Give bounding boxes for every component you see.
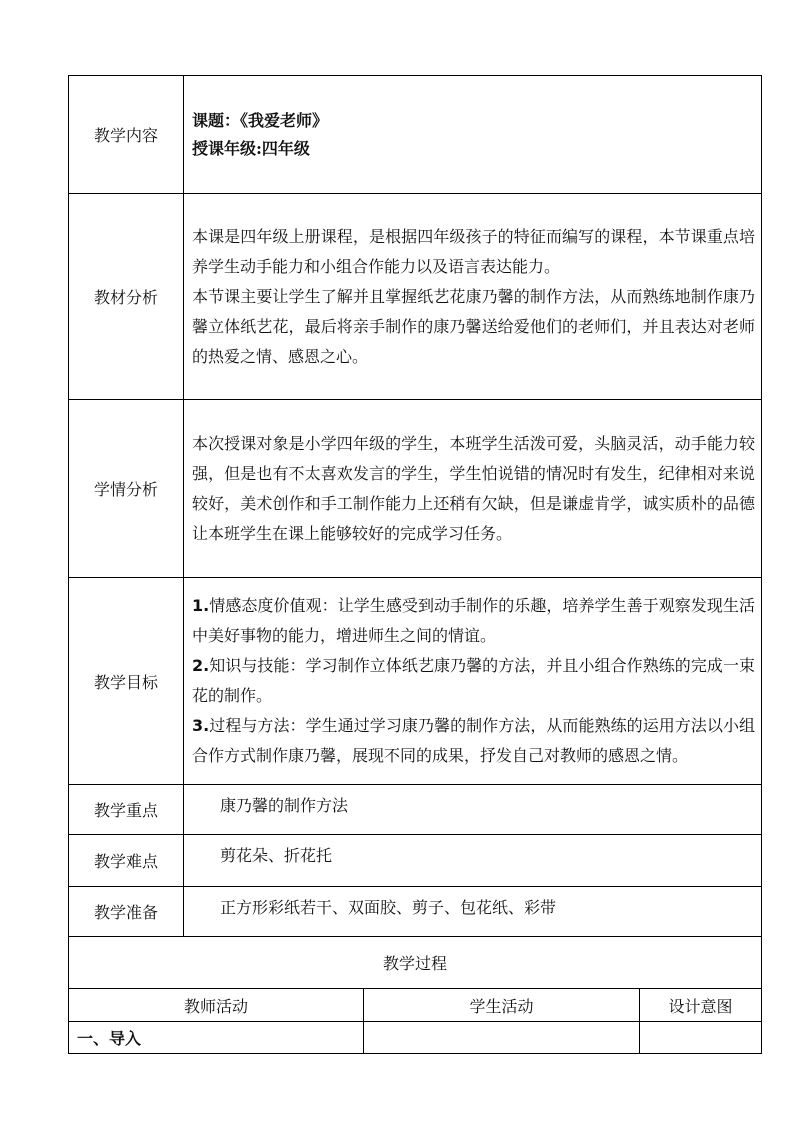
goal-text: 知识与技能：学习制作立体纸艺康乃馨的方法，并且小组合作熟练的完成一束花的制作。 [192,656,756,705]
goal-text: 过程与方法：学生通过学习康乃馨的制作方法，从而能熟练的运用方法以小组合作方式制作康乃馨，展现不同的成果，抒发自己对教师的感恩之情。 [192,716,756,765]
intro-student-cell [364,1022,640,1054]
row-intro [69,1022,762,1054]
row-process-headers [69,989,762,1022]
lesson-topic: 课题：《我爱老师》 [192,110,329,130]
goal-number: 2. [192,656,210,675]
row-student-analysis [69,400,762,578]
teaching-goals-cell [184,578,762,785]
row-teaching-content [69,76,762,194]
teaching-prep-text: 正方形彩纸若干、双面胶、剪子、包花纸、彩带 [184,887,762,937]
label-teaching-content: 教学内容 [69,76,184,194]
row-teaching-prep [69,887,762,937]
header-design-intent: 设计意图 [640,989,762,1022]
process-title: 教学过程 [69,937,762,989]
lesson-info-cell [184,76,762,194]
goal-number: 3. [192,716,210,735]
material-paragraph-2: 本节课主要让学生了解并且掌握纸艺花康乃馨的制作方法，从而熟练地制作康乃馨立体纸艺花，最后将亲手制作的康乃馨送给爱他们的老师们，并且表达对老师的热爱之情、感恩之心。 [192,286,756,366]
row-teaching-goals [69,578,762,785]
goal-text: 情感态度价值观：让学生感受到动手制作的乐趣，培养学生善于观察发现生活中美好事物的能力，增进师生之间的情谊。 [192,596,756,645]
row-teaching-focus [69,785,762,835]
teaching-focus-text: 康乃馨的制作方法 [184,785,762,835]
header-teacher-activity: 教师活动 [69,989,364,1022]
intro-intent-cell [640,1022,762,1054]
material-analysis-cell [184,194,762,400]
label-teaching-focus: 教学重点 [69,785,184,835]
student-analysis-text: 本次授课对象是小学四年级的学生，本班学生活泼可爱，头脑灵活，动手能力较强，但是也有不太喜欢发言的学生，学生怕说错的情况时有发生，纪律相对来说较好，美术创作和手工制作能力上还稍有欠缺，但是谦虚肯学，诚实质朴的品德让本班学生在课上能够较好的完成学习任务。 [192,433,756,543]
label-material-analysis: 教材分析 [69,194,184,400]
label-teaching-prep: 教学准备 [69,887,184,937]
lesson-grade: 授课年级:四年级 [192,138,310,158]
row-process-title [69,937,762,989]
goal-item-2 [192,651,755,711]
lesson-plan-table [68,75,762,1054]
goal-number: 1. [192,596,210,615]
header-student-activity: 学生活动 [364,989,640,1022]
row-teaching-difficulty [69,835,762,887]
label-student-analysis: 学情分析 [69,400,184,578]
student-analysis-cell [184,400,762,578]
material-paragraph-1: 本课是四年级上册课程，是根据四年级孩子的特征而编写的课程，本节课重点培养学生动手能力和小组合作能力以及语言表达能力。 [192,226,756,276]
row-material-analysis [69,194,762,400]
goal-item-1 [192,591,755,651]
goal-item-3 [192,711,755,771]
label-teaching-difficulty: 教学难点 [69,835,184,887]
label-teaching-goals: 教学目标 [69,578,184,785]
teaching-difficulty-text: 剪花朵、折花托 [184,835,762,887]
section-intro: 一、导入 [69,1022,364,1054]
